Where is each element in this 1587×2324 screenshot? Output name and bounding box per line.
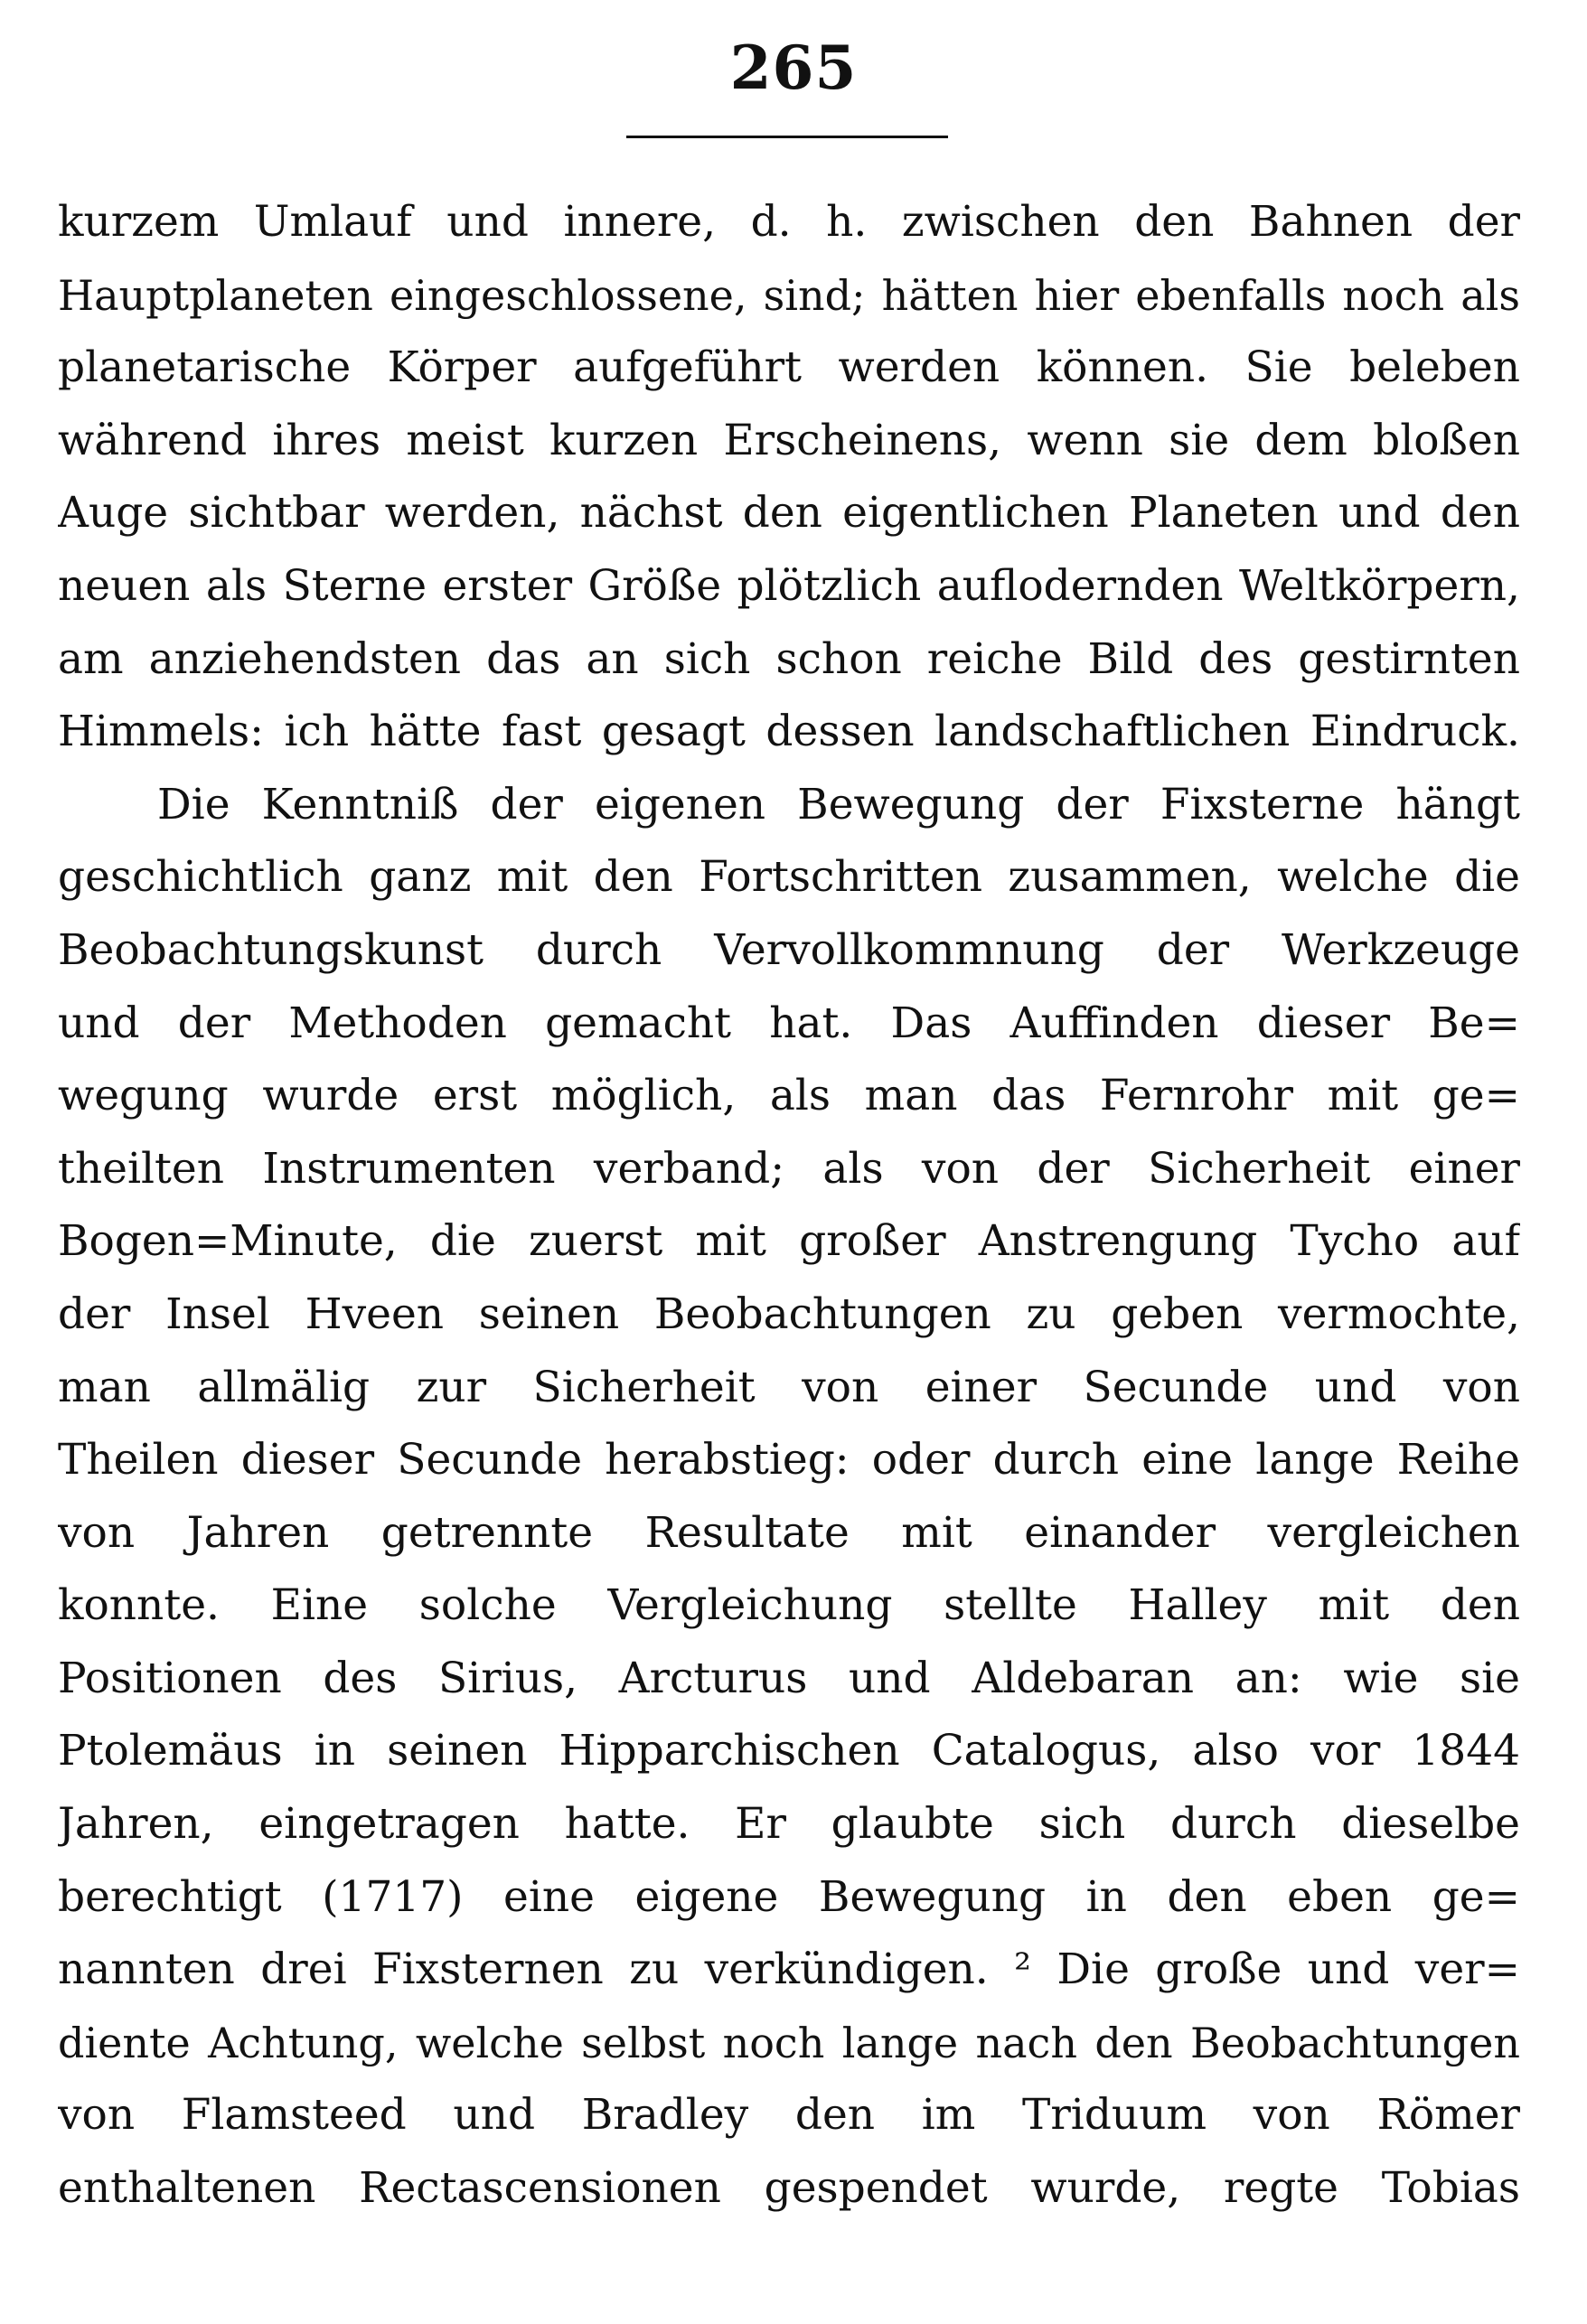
text-line: Himmels: ich hätte fast gesagt dessen landschaftlichen Eindruck. — [58, 707, 1520, 757]
text-line: enthaltenen Rectascensionen gespendet wurde, regte Tobias — [58, 2163, 1520, 2214]
text-line: Jahren, eingetragen hatte. Er glaubte sich durch dieselbe — [58, 1799, 1520, 1850]
text-line: man allmälig zur Sicherheit von einer Secunde und von — [58, 1362, 1520, 1412]
text-line: von Jahren getrennte Resultate mit einander vergleichen — [58, 1507, 1520, 1558]
text-line: wegung wurde erst möglich, als man das Fernrohr mit ge= — [58, 1071, 1520, 1121]
text-line: Beobachtungskunst durch Vervollkommnung der Werkzeuge — [58, 924, 1520, 975]
text-line: konnte. Eine solche Vergleichung stellte Halley mit den — [58, 1580, 1520, 1631]
text-line: Positionen des Sirius, Arcturus und Aldebaran an: wie sie — [58, 1653, 1520, 1703]
text-line: diente Achtung, welche selbst noch lange nach den Beobachtungen — [58, 2018, 1520, 2067]
text-line: Hauptplaneten eingeschlossene, sind; hätten hier ebenfalls noch als — [58, 270, 1520, 320]
text-line: und der Methoden gemacht hat. Das Auffinden dieser Be= — [58, 998, 1520, 1048]
text-line: am anziehendsten das an sich schon reiche Bild des gestirnten — [58, 633, 1520, 684]
text-line: berechtigt (1717) eine eigene Bewegung in den eben ge= — [58, 1871, 1520, 1922]
text-line: Auge sichtbar werden, nächst den eigentlichen Planeten und den — [58, 488, 1520, 539]
page-number: 265 — [729, 33, 858, 103]
text-line: Theilen dieser Secunde herabstieg: oder durch eine lange Reihe — [58, 1435, 1520, 1485]
text-line: planetarische Körper aufgeführt werden können. Sie beleben — [58, 342, 1520, 393]
text-line: während ihres meist kurzen Erscheinens, wenn sie dem bloßen — [58, 415, 1520, 465]
text-line: Ptolemäus in seinen Hipparchischen Catalogus, also vor 1844 — [58, 1726, 1520, 1776]
text-line: theilten Instrumenten verband; als von der Sicherheit einer — [58, 1143, 1520, 1194]
text-line: geschichtlich ganz mit den Fortschritten zusammen, welche die — [58, 852, 1520, 903]
body-text — [58, 186, 1520, 2226]
header-rule — [626, 136, 948, 138]
text-line: von Flamsteed und Bradley den im Triduum von Römer — [58, 2090, 1520, 2141]
text-line: kurzem Umlauf und innere, d. h. zwischen den Bahnen der — [58, 197, 1520, 247]
text-line: Die Kenntniß der eigenen Bewegung der Fixsterne hängt — [157, 779, 1520, 829]
text-line: neuen als Sterne erster Größe plötzlich auflodernden Weltkörpern, — [58, 560, 1520, 611]
text-line: Bogen=Minute, die zuerst mit großer Anstrengung Tycho auf — [58, 1216, 1520, 1267]
text-line: nannten drei Fixsternen zu verkündigen. ² Die große und ver= — [58, 1944, 1520, 1995]
text-line: der Insel Hveen seinen Beobachtungen zu geben vermochte, — [58, 1289, 1520, 1339]
